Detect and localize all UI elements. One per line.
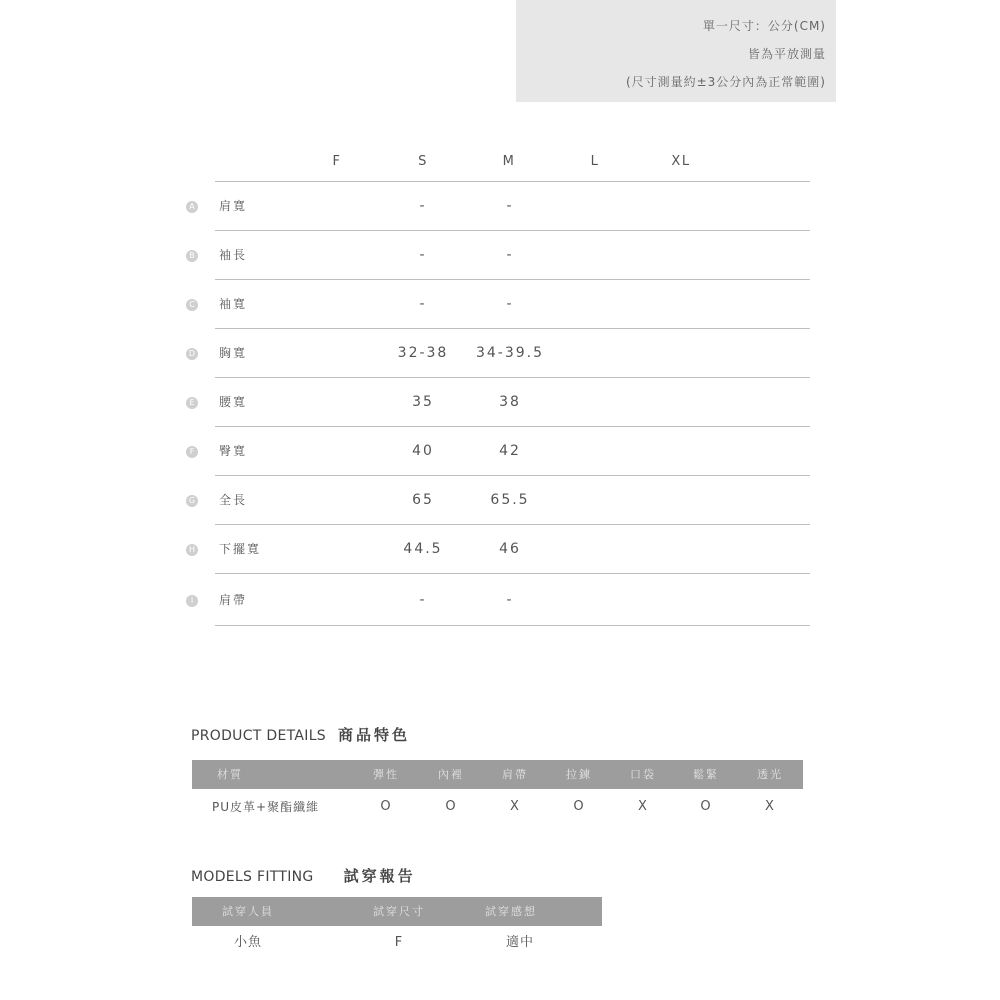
table-row bbox=[0, 525, 1000, 574]
table-row bbox=[0, 576, 1000, 625]
header-zipper: 拉鍊 bbox=[566, 768, 592, 781]
table-row bbox=[0, 329, 1000, 378]
header-fit-size: 試穿尺寸 bbox=[373, 905, 425, 918]
measurement-note bbox=[516, 0, 836, 102]
cell-m: 65.5 bbox=[490, 492, 530, 508]
table-divider bbox=[215, 625, 810, 626]
cell-m: - bbox=[506, 592, 514, 608]
cell-s: - bbox=[419, 592, 427, 608]
row-marker-icon: B bbox=[186, 250, 198, 262]
cell-s: 35 bbox=[412, 394, 434, 410]
cell-m: - bbox=[506, 198, 514, 214]
size-header-m: M bbox=[502, 154, 516, 169]
cell-s: - bbox=[419, 296, 427, 312]
cell-s: 32-38 bbox=[397, 345, 449, 361]
value-lining: O bbox=[445, 799, 457, 814]
header-sheerness: 透光 bbox=[757, 768, 783, 781]
header-straps: 肩帶 bbox=[502, 768, 528, 781]
row-label: 袖寬 bbox=[219, 297, 248, 311]
product-details-header bbox=[192, 760, 803, 789]
header-pocket: 口袋 bbox=[630, 768, 656, 781]
product-details-title bbox=[191, 724, 410, 745]
table-row bbox=[0, 280, 1000, 329]
cell-m: 42 bbox=[499, 443, 521, 459]
product-details-values bbox=[192, 797, 803, 817]
cell-s: 44.5 bbox=[403, 541, 443, 557]
value-elastic-band: O bbox=[700, 799, 712, 814]
product-details-title-zh: 商品特色 bbox=[337, 726, 410, 744]
note-unit: 單一尺寸：公分(CM) bbox=[702, 19, 826, 33]
models-fitting-header bbox=[192, 897, 602, 926]
row-label: 肩帶 bbox=[219, 593, 248, 607]
table-divider bbox=[215, 573, 810, 574]
header-elasticity: 彈性 bbox=[373, 768, 399, 781]
table-row bbox=[0, 427, 1000, 476]
row-marker-icon: D bbox=[186, 348, 198, 360]
value-straps: X bbox=[510, 799, 520, 814]
value-zipper: O bbox=[573, 799, 585, 814]
header-lining: 內裡 bbox=[438, 768, 464, 781]
note-method: 皆為平放測量 bbox=[747, 47, 826, 61]
cell-m: 46 bbox=[499, 541, 521, 557]
table-row bbox=[0, 182, 1000, 231]
row-marker-icon: A bbox=[186, 201, 198, 213]
row-label: 胸寬 bbox=[219, 346, 248, 360]
table-row bbox=[0, 378, 1000, 427]
row-label: 肩寬 bbox=[219, 199, 248, 213]
models-fitting-title bbox=[191, 865, 416, 886]
cell-m: - bbox=[506, 247, 514, 263]
header-model: 試穿人員 bbox=[222, 905, 274, 918]
cell-m: 34-39.5 bbox=[475, 345, 545, 361]
models-fitting-values bbox=[192, 933, 602, 953]
product-details-title-en: PRODUCT DETAILS bbox=[191, 728, 326, 744]
row-marker-icon: F bbox=[186, 446, 198, 458]
value-elasticity: O bbox=[380, 799, 392, 814]
header-fit-feedback: 試穿感想 bbox=[485, 905, 537, 918]
row-marker-icon: H bbox=[186, 544, 198, 556]
cell-s: - bbox=[419, 198, 427, 214]
cell-s: - bbox=[419, 247, 427, 263]
cell-s: 40 bbox=[412, 443, 434, 459]
row-marker-icon: E bbox=[186, 397, 198, 409]
value-fit-feedback: 適中 bbox=[505, 935, 534, 950]
row-label: 腰寬 bbox=[219, 395, 248, 409]
table-row bbox=[0, 476, 1000, 525]
header-elastic-band: 鬆緊 bbox=[693, 768, 719, 781]
row-label: 全長 bbox=[219, 493, 248, 507]
header-material: 材質 bbox=[217, 768, 243, 781]
size-header-s: S bbox=[418, 154, 428, 169]
models-fitting-title-en: MODELS FITTING bbox=[191, 869, 314, 885]
value-material: PU皮革+聚酯纖維 bbox=[212, 800, 320, 814]
value-pocket: X bbox=[638, 799, 648, 814]
table-row bbox=[0, 231, 1000, 280]
row-marker-icon: I bbox=[186, 595, 198, 607]
value-model: 小魚 bbox=[233, 935, 262, 950]
cell-m: 38 bbox=[499, 394, 521, 410]
models-fitting-title-zh: 試穿報告 bbox=[343, 867, 416, 885]
row-label: 袖長 bbox=[219, 248, 248, 262]
note-tolerance: (尺寸測量約±3公分內為正常範圍) bbox=[625, 75, 826, 89]
size-header-l: L bbox=[590, 154, 600, 169]
value-sheerness: X bbox=[765, 799, 775, 814]
value-fit-size: F bbox=[394, 935, 404, 950]
row-label: 臀寬 bbox=[219, 444, 248, 458]
size-header-xl: XL bbox=[671, 154, 691, 169]
row-marker-icon: G bbox=[186, 495, 198, 507]
size-header-f: F bbox=[332, 154, 342, 169]
row-label: 下擺寬 bbox=[219, 542, 262, 556]
row-marker-icon: C bbox=[186, 299, 198, 311]
cell-s: 65 bbox=[412, 492, 434, 508]
cell-m: - bbox=[506, 296, 514, 312]
